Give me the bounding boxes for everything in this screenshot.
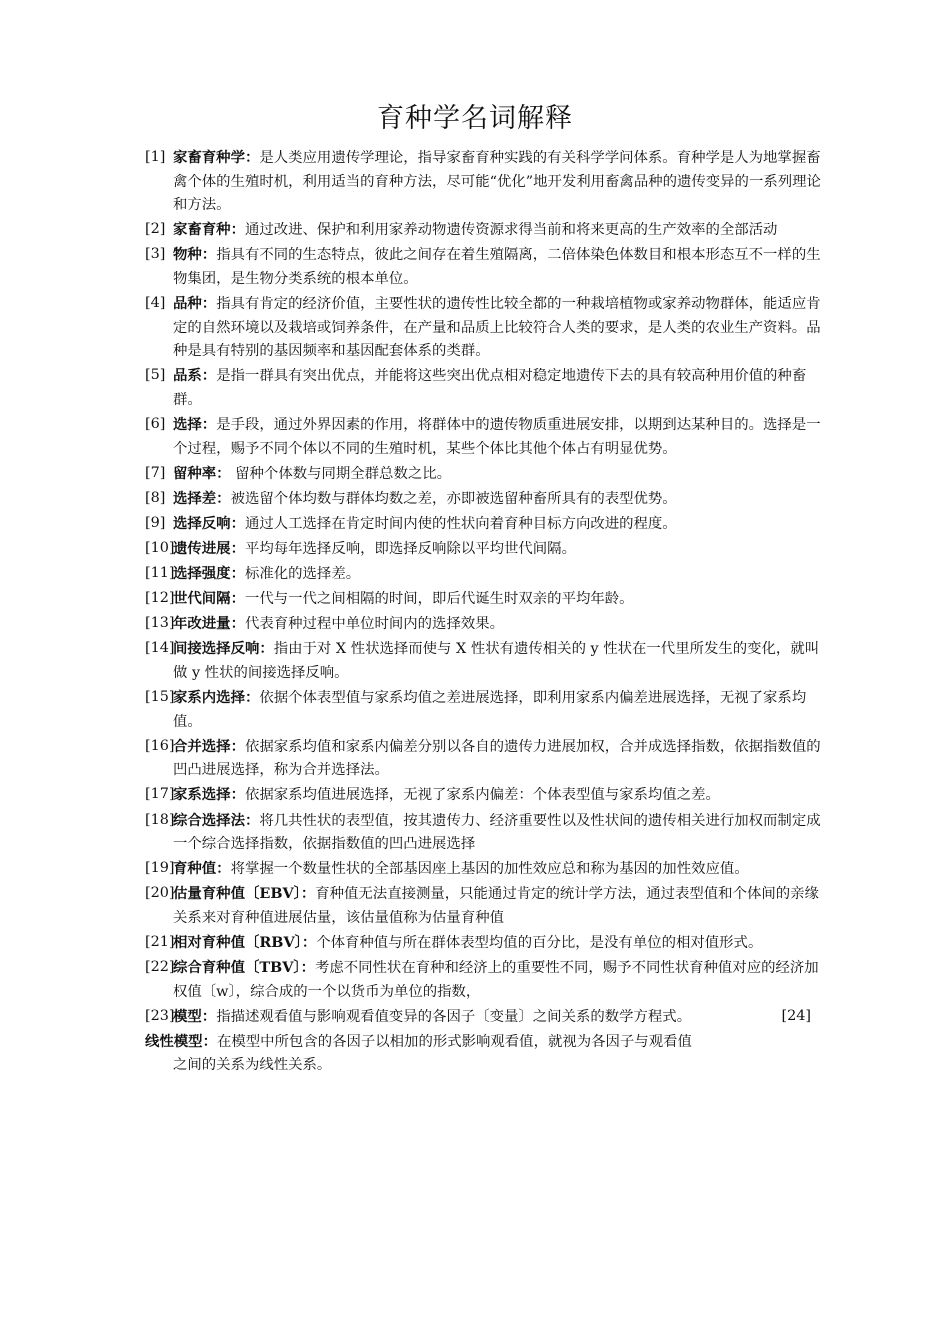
entry-term: 品种：	[173, 295, 217, 313]
entry-number: [23]	[145, 1007, 175, 1024]
entry-definition: 考虑不同性状在育种和经济上的重要性不同，赐予不同性状育种值对应的经济加权值〔w〕，综合成的一个以货币为单位的指数，	[173, 960, 819, 1000]
glossary-entry	[145, 512, 825, 537]
entry-definition: 依据个体表型值与家系均值之差进展选择，即利用家系内偏差进展选择，无视了家系均值。	[173, 690, 807, 730]
entry-definition: 育种值无法直接测量，只能通过肯定的统计学方法，通过表型值和个体间的亲缘关系来对育种值进展估量，该估量值称为估量育种值	[173, 886, 819, 926]
entry-definition: 依据家系均值和家系内偏差分别以各自的遗传力进展加权，合并成选择指数，依据指数值的凹凸进展选择，称为合并选择法。	[173, 738, 821, 779]
glossary-entry	[145, 218, 825, 243]
glossary-entry	[145, 882, 825, 930]
entry-definition: 指由于对 X 性状选择而使与 X 性状有遗传相关的 y 性状在一代里所发生的变化，就叫做 y 性状的间接选择反响。	[173, 641, 820, 681]
entry-number: [20]	[145, 885, 175, 902]
glossary-entry	[145, 956, 825, 1004]
entry-term: 间接选择反响：	[173, 640, 274, 658]
glossary-entry	[145, 587, 825, 612]
entry-definition: 个体育种值与所在群体表型均值的百分比，是没有单位的相对值形式。	[316, 935, 763, 951]
glossary-entry	[145, 931, 825, 956]
entry-term: 选择差：	[173, 489, 231, 507]
entry-term: 选择：	[173, 416, 217, 434]
glossary-entry	[145, 487, 825, 512]
entry-term: 留种率：	[173, 464, 231, 482]
glossary-entry	[145, 292, 825, 364]
entry-definition: 依据家系均值进展选择，无视了家系内偏差：个体表型值与家系均值之差。	[244, 787, 720, 804]
entry-number: [9]	[145, 514, 166, 531]
entry-term: 选择反响：	[173, 514, 245, 532]
entry-number: [12]	[145, 590, 175, 607]
entry-term: 家系内选择：	[173, 689, 260, 707]
entry-number: [7]	[145, 464, 166, 481]
entry-term: 估量育种值〔EBV〕：	[173, 885, 316, 903]
glossary-list	[145, 146, 825, 1078]
glossary-entry	[145, 735, 825, 783]
entry-number: [4]	[145, 295, 166, 312]
entry-number-24: [24]	[781, 1007, 811, 1024]
entry-definition: 是人类应用遗传学理论，指导家畜育种实践的有关科学学问体系。育种学是人为地掌握畜禽个体的生殖时机，利用适当的育种方法，尽可能“优化”地开发利用畜禽品种的遗传变异的一系列理论和方法。	[173, 150, 821, 214]
entry-definition: 被选留个体均数与群体均数之差，亦即被选留种畜所具有的表型优势。	[230, 490, 677, 507]
entry-term: 世代间隔：	[173, 590, 245, 608]
glossary-entry	[145, 637, 825, 685]
entry-number: [5]	[145, 367, 166, 384]
entry-definition: 指具有肯定的经济价值，主要性状的遗传性比较全都的一种栽培植物或家养动物群体，能适应肯定的自然环境以及栽培或饲养条件，在产量和品质上比较符合人类的要求，是人类的农业生产资料。品种是具有特别的基因频率和基因配套体系的类群。	[173, 296, 821, 360]
entry-term: 综合选择法：	[173, 811, 260, 829]
glossary-entry	[145, 686, 825, 734]
glossary-entry	[145, 562, 825, 587]
entry-definition: 指具有不同的生态特点，彼此之间存在着生殖隔离，二倍体染色体数目和根本形态互不一样的生物集团，是生物分类系统的根本单位。	[173, 247, 821, 287]
glossary-entry	[145, 783, 825, 808]
entry-definition: 指描述观看值与影响观看值变异的各因子〔变量〕之间关系的数学方程式。	[216, 1008, 692, 1025]
glossary-entry	[145, 413, 825, 461]
entry-definition: 在模型中所包含的各因子以相加的形式影响观看值，就视为各因子与观看值	[216, 1033, 692, 1050]
entry-definition: 平均每年选择反响，即选择反响除以平均世代间隔。	[244, 541, 576, 557]
entry-term: 品系：	[173, 367, 217, 385]
entry-definition: 是指一群具有突出优点，并能将这些突出优点相对稳定地遗传下去的具有较高种用价值的种畜群。	[173, 368, 807, 408]
entry-term: 线性模型：	[145, 1032, 217, 1050]
entry-term: 年改进量：	[173, 615, 245, 633]
entry-number: [16]	[145, 737, 175, 754]
entry-definition: 将几共性状的表型值，按其遗传力、经济重要性以及性状间的遗传相关进行加权而制定成一个综合选择指数，依据指数值的凹凸进展选择	[173, 812, 821, 853]
entry-number: [18]	[145, 811, 175, 828]
glossary-entry	[145, 857, 825, 882]
glossary-entry	[145, 809, 825, 857]
entry-definition-continued: 之间的关系为线性关系。	[173, 1057, 332, 1074]
glossary-entry	[145, 243, 825, 291]
entry-number: [1]	[145, 149, 166, 165]
glossary-entry	[145, 146, 825, 218]
entry-definition: 将掌握一个数量性状的全部基因座上基因的加性效应总和称为基因的加性效应值。	[230, 861, 749, 878]
entry-number: [15]	[145, 689, 175, 706]
entry-term: 模型：	[173, 1007, 217, 1025]
entry-term: 综合育种值〔TBV〕：	[173, 959, 315, 977]
entry-number: [13]	[145, 615, 175, 632]
glossary-entry	[145, 612, 825, 637]
entry-number: [21]	[145, 934, 175, 950]
glossary-entry	[145, 364, 825, 412]
entry-term: 遗传进展：	[173, 540, 245, 557]
entry-number: [17]	[145, 786, 175, 803]
entry-term: 家系选择：	[173, 786, 245, 804]
entry-number: [2]	[145, 221, 166, 238]
entry-term: 相对育种值〔RBV〕：	[173, 934, 317, 951]
entry-term: 家畜育种学：	[173, 149, 260, 166]
entry-definition: 留种个体数与同期全群总数之比。	[230, 465, 452, 482]
document-title: 育种学名词解释	[377, 103, 573, 134]
entry-definition: 是手段，通过外界因素的作用，将群体中的遗传物质重进展安排，以期到达某种目的。选择是一个过程，赐予不同个体以不同的生殖时机，某些个体比其他个体占有明显优势。	[173, 417, 821, 457]
entry-number: [10]	[145, 540, 175, 556]
entry-definition: 标准化的选择差。	[244, 566, 361, 583]
glossary-entry	[145, 1005, 825, 1030]
entry-term: 物种：	[173, 246, 217, 264]
entry-number: [22]	[145, 959, 175, 976]
entry-number: [8]	[145, 489, 166, 506]
entry-definition: 通过人工选择在肯定时间内使的性状向着育种目标方向改进的程度。	[244, 515, 677, 532]
entry-term: 育种值：	[173, 860, 231, 878]
entry-definition: 通过改进、保护和利用家养动物遗传资源求得当前和将来更高的生产效率的全部活动	[244, 222, 778, 239]
glossary-entry	[145, 462, 825, 487]
entry-term: 家畜育种：	[173, 221, 245, 239]
entry-term: 选择强度：	[173, 565, 245, 583]
glossary-entry	[145, 537, 825, 562]
entry-number: [19]	[145, 860, 175, 877]
glossary-entry-last	[145, 1030, 825, 1078]
entry-number: [14]	[145, 640, 175, 657]
entry-term: 合并选择：	[173, 737, 245, 755]
entry-number: [11]	[145, 565, 175, 582]
entry-number: [3]	[145, 246, 166, 263]
entry-number: [6]	[145, 416, 166, 433]
entry-definition: 一代与一代之间相隔的时间，即后代诞生时双亲的平均年龄。	[244, 591, 634, 608]
entry-definition: 代表育种过程中单位时间内的选择效果。	[244, 616, 505, 633]
